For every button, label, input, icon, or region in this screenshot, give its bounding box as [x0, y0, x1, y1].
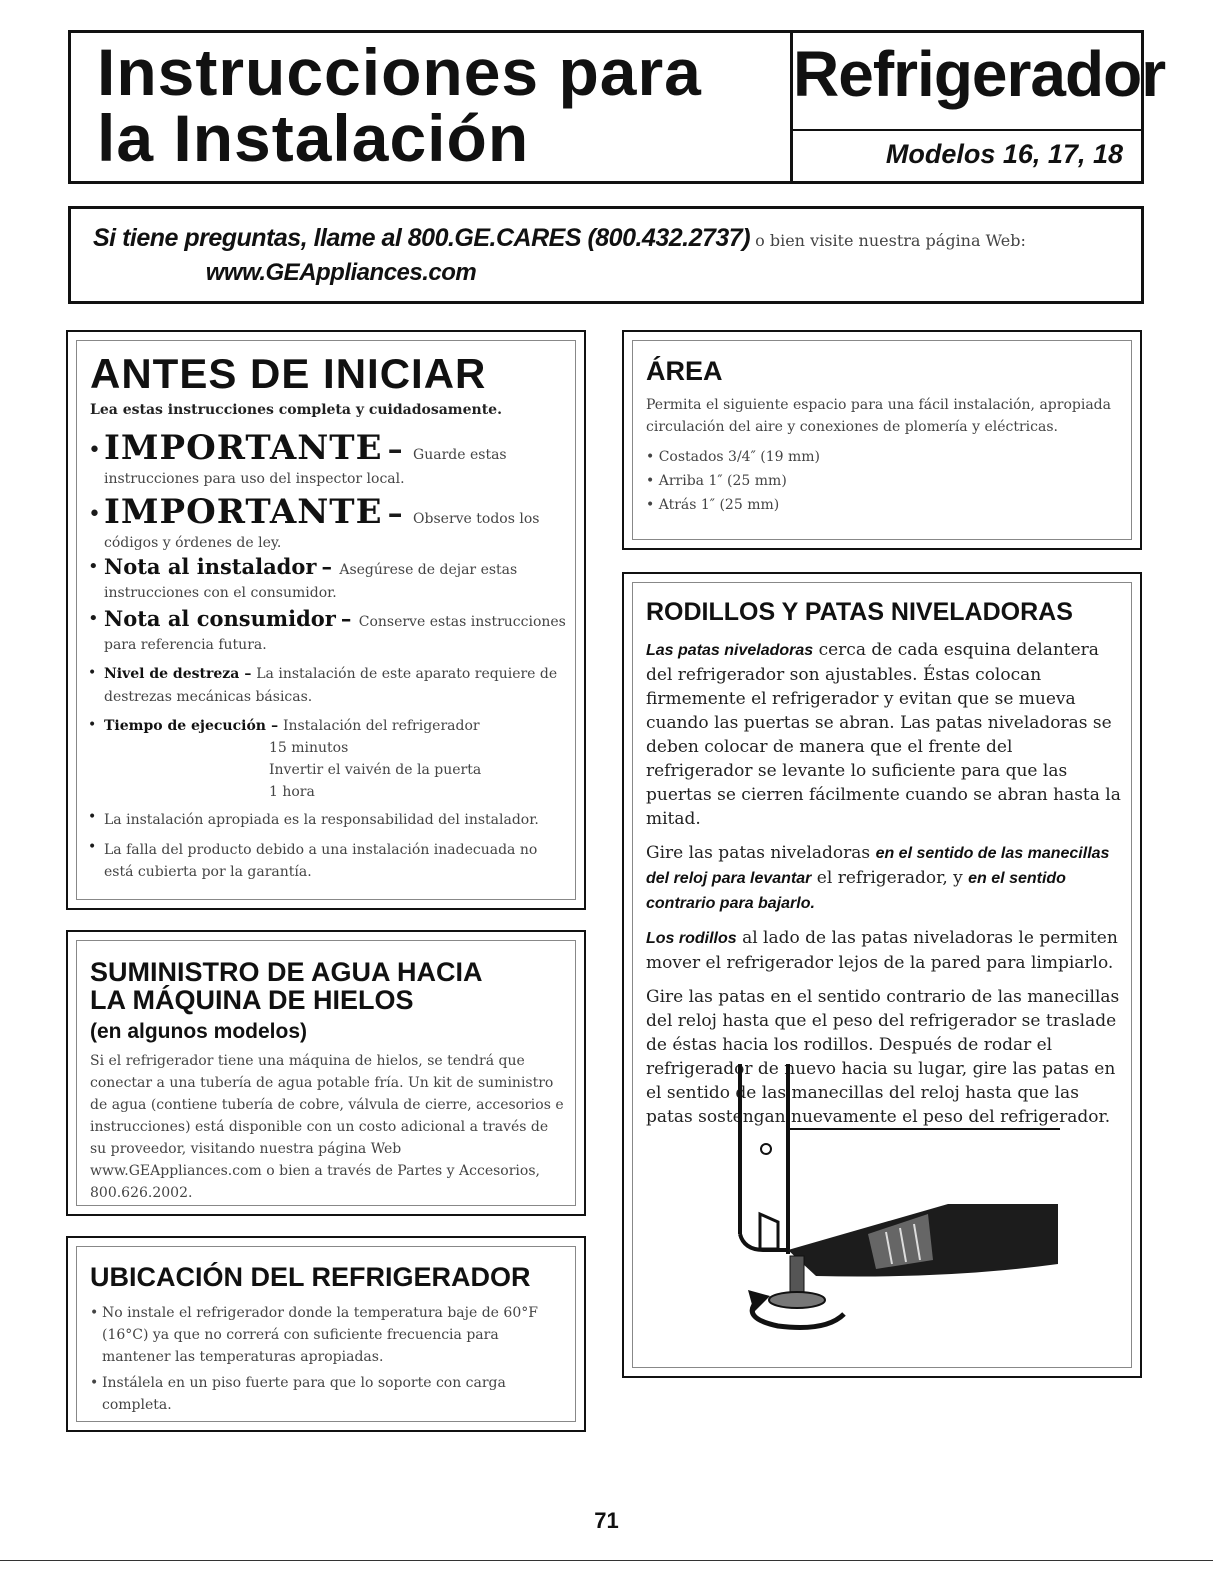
- bottom-rule: [0, 1560, 1213, 1561]
- website-link[interactable]: www.GEAppliances.com: [205, 259, 477, 286]
- list-item: • La falla del producto debido a una instalación inadecuada no está cubierta por la garantía.: [88, 839, 538, 880]
- paragraph: Las patas niveladoras cerca de cada esquina delantera del refrigerador son ajustables. Éstas colocan firmemente el refrigerador y evitan que se mueva cuando las puertas se abran. Las patas niveladoras se deben colocar de manera que el frente del refrigerador se levante lo suficiente para que las puertas se cierren fácilmente cuando se abran hasta la mitad.: [646, 640, 1121, 829]
- water-supply-section: [66, 930, 586, 1216]
- list-item: • Nota al consumidor – Conserve estas instrucciones para referencia futura.: [88, 606, 566, 653]
- list-item: • Instálela en un piso fuerte para que lo soporte con carga completa.: [90, 1375, 506, 1413]
- paragraph: Gire las patas en el sentido contrario de las manecillas del reloj hasta que el peso del refrigerador se traslade de éstas hacia los rodillos. Después de rodar el refrigerador de nuevo hacia su lugar, gire las patas en el sentido de las manecillas del reloj hasta que las patas sostengan nuevamente el peso del refrigerador.: [646, 987, 1120, 1127]
- list-item: • Tiempo de ejecución – Instalación del refrigerador 15 minutos Invertir el vaivén de la puerta 1 hora: [88, 717, 482, 800]
- list-item: • La instalación apropiada es la responsabilidad del instalador.: [88, 809, 539, 828]
- list-item: • Atrás 1″ (25 mm): [646, 497, 780, 513]
- document-title: [97, 35, 787, 175]
- leveling-leg-illustration: [648, 1064, 1118, 1364]
- before-list: [88, 428, 568, 883]
- list-item: • No instale el refrigerador donde la temperatura baje de 60°F (16°C) ya que no correrá con suficiente frecuencia para mantener las temperaturas apropiadas.: [90, 1305, 538, 1365]
- rollers-leveling-legs-section: [622, 572, 1142, 1378]
- contact-phone: Si tiene preguntas, llame al 800.GE.CARES (800.432.2737): [93, 224, 751, 252]
- section-title: SUMINISTRO DE AGUA HACIA LA MÁQUINA DE HIELOS: [90, 957, 483, 1015]
- product-name: Refrigerador: [793, 38, 1166, 110]
- contact-connector: o bien visite nuestra página Web:: [750, 231, 1026, 250]
- list-item: • Nivel de destreza – La instalación de este aparato requiere de destrezas mecánicas básicas.: [88, 665, 558, 705]
- page-number: 71: [594, 1508, 619, 1533]
- contact-bar: [68, 206, 1144, 304]
- section-title: UBICACIÓN DEL REFRIGERADOR: [90, 1262, 531, 1292]
- section-title: RODILLOS Y PATAS NIVELADORAS: [646, 598, 1073, 626]
- before-you-start-section: [66, 330, 586, 910]
- area-intro: Permita el siguiente espacio para una fácil instalación, apropiada circulación del aire y conexiones de plomería y eléctricas.: [646, 397, 1111, 435]
- section-subtitle: (en algunos modelos): [90, 1020, 308, 1043]
- list-item: • IMPORTANTE – Observe todos los códigos y órdenes de ley.: [88, 492, 540, 551]
- section-title: ANTES DE INICIAR: [90, 350, 487, 397]
- title-line-2: la Instalación: [97, 101, 530, 175]
- list-item: • Costados 3/4″ (19 mm): [646, 449, 820, 465]
- list-item: • Arriba 1″ (25 mm): [646, 473, 787, 489]
- refrigerator-location-section: [66, 1236, 586, 1432]
- title-line-1: Instrucciones para: [97, 35, 702, 109]
- paragraph: Los rodillos al lado de las patas niveladoras le permiten mover el refrigerador lejos de la pared para limpiarlo.: [646, 928, 1118, 973]
- lead-text: Lea estas instrucciones completa y cuidadosamente.: [90, 402, 502, 418]
- model-numbers: Modelos 16, 17, 18: [885, 139, 1123, 169]
- document-header: [68, 30, 1166, 184]
- paragraph: Gire las patas niveladoras en el sentido de las manecillas del reloj para levantar el refrigerador, y en el sentido contrario para bajarlo.: [646, 843, 1110, 912]
- list-item: • Nota al instalador – Asegúrese de dejar estas instrucciones con el consumidor.: [88, 554, 518, 601]
- area-section: [622, 330, 1142, 550]
- product-underline: [793, 129, 1141, 131]
- list-item: • IMPORTANTE – Guarde estas instrucciones para uso del inspector local.: [88, 428, 507, 487]
- section-title: ÁREA: [646, 356, 723, 386]
- section-body: Si el refrigerador tiene una máquina de hielos, se tendrá que conectar a una tubería de agua potable fría. Un kit de suministro de agua (contiene tubería de cobre, válvula de cierre, accesorios e instrucciones) está disponible con un costo adicional a través de su proveedor, visitando nuestra página Web www.GEAppliances.com o bien a través de Partes y Accesorios, 800.626.2002.: [90, 1053, 564, 1201]
